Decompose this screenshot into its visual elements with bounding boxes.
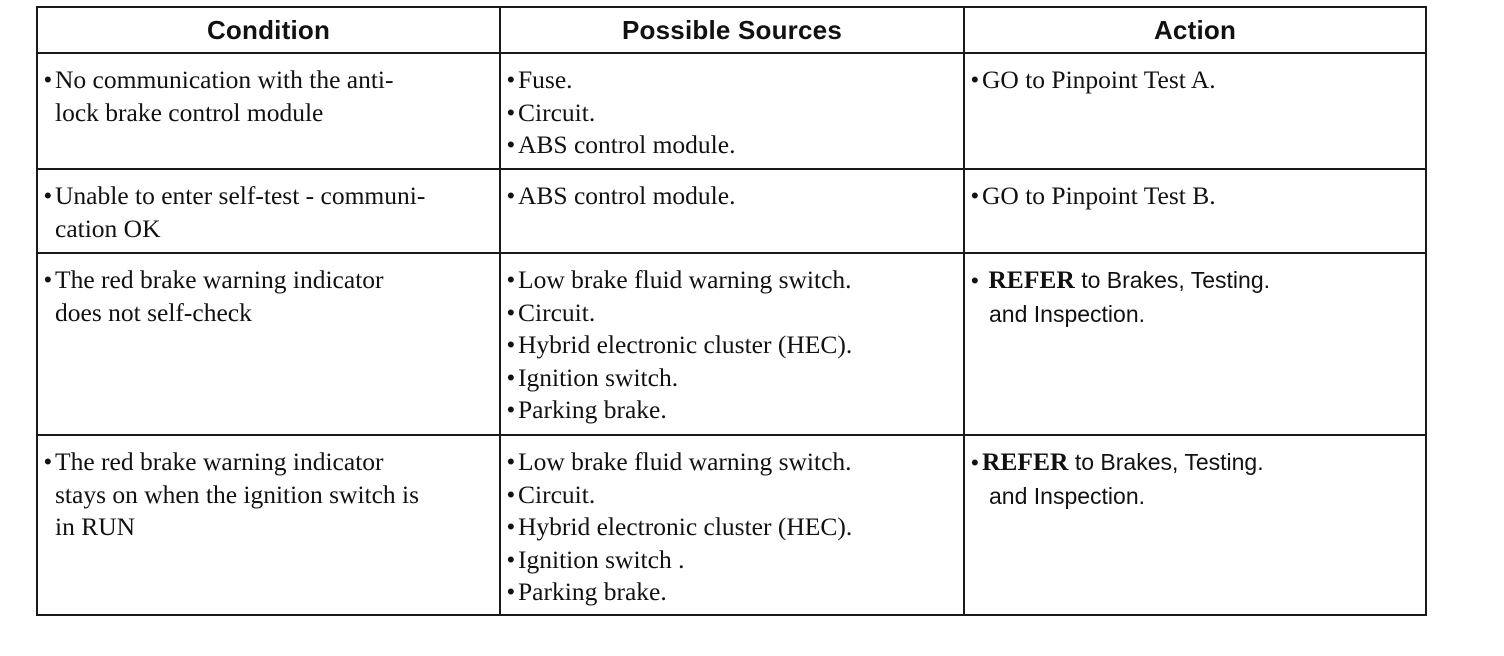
condition-item — [44, 64, 493, 129]
bullet-icon: • — [507, 183, 515, 208]
action-keyword: REFER — [988, 265, 1075, 294]
action-text: GO to Pinpoint Test B. — [982, 181, 1216, 210]
action-item — [971, 64, 1419, 97]
bullet-icon: • — [44, 449, 52, 474]
sources-cell — [500, 253, 964, 435]
action-cell — [964, 253, 1426, 435]
action-item — [971, 180, 1419, 213]
condition-item — [44, 180, 493, 245]
source-text: Ignition switch . — [518, 544, 685, 574]
condition-cell — [37, 53, 500, 169]
bullet-icon: • — [507, 364, 515, 390]
bullet-icon: • — [507, 267, 515, 292]
action-text: and Inspection. — [989, 300, 1146, 327]
source-text: Hybrid electronic cluster (HEC). — [518, 512, 853, 541]
bullet-icon: • — [44, 267, 52, 292]
bullet-icon: • — [507, 132, 515, 157]
table-row — [37, 169, 1426, 253]
source-item — [507, 394, 957, 427]
bullet-icon: • — [971, 268, 979, 293]
bullet-icon: • — [507, 514, 515, 539]
bullet-icon: • — [507, 67, 515, 92]
action-text: to Brakes, Testing. — [1074, 449, 1264, 475]
source-text: Circuit. — [518, 297, 596, 327]
condition-line: lock brake control module — [55, 97, 324, 127]
condition-item — [44, 264, 493, 329]
action-item — [971, 264, 1419, 330]
action-line — [971, 446, 1419, 480]
condition-line: The red brake warning indicator — [55, 447, 384, 476]
action-item — [971, 446, 1419, 512]
bullet-icon: • — [507, 481, 515, 507]
source-item — [507, 362, 957, 395]
bullet-icon: • — [507, 332, 515, 357]
source-item — [507, 544, 957, 577]
column-header-possible-sources: Possible Sources — [500, 7, 964, 53]
source-item — [507, 297, 957, 330]
source-item — [507, 511, 957, 544]
condition-line: stays on when the ignition switch is — [55, 479, 420, 509]
source-item — [507, 180, 957, 213]
action-keyword: REFER — [982, 447, 1069, 476]
column-header-action: Action — [964, 7, 1426, 53]
source-text: ABS control module. — [518, 181, 736, 210]
condition-cell — [37, 435, 500, 615]
action-cell — [964, 53, 1426, 169]
bullet-icon: • — [44, 183, 52, 208]
source-text: Fuse. — [518, 65, 573, 94]
symptom-chart-table — [36, 6, 1427, 616]
bullet-icon: • — [507, 579, 515, 604]
condition-line: does not self-check — [55, 297, 252, 327]
bullet-icon: • — [44, 67, 52, 92]
action-text: GO to Pinpoint Test A. — [982, 65, 1216, 94]
table-row — [37, 53, 1426, 169]
action-text: to Brakes, Testing. — [1081, 267, 1271, 293]
bullet-icon: • — [507, 397, 515, 422]
bullet-icon: • — [971, 450, 979, 475]
action-cell — [964, 169, 1426, 253]
bullet-icon: • — [971, 183, 979, 208]
source-item — [507, 576, 957, 609]
bullet-icon: • — [971, 67, 979, 92]
source-item — [507, 264, 957, 297]
source-text: Circuit. — [518, 97, 596, 127]
source-text: Hybrid electronic cluster (HEC). — [518, 330, 853, 359]
diagnostic-table-sheet — [36, 6, 1425, 616]
table-row — [37, 435, 1426, 615]
condition-line: in RUN — [55, 512, 136, 541]
source-text: Parking brake. — [518, 395, 667, 424]
condition-line: No communication with the anti- — [55, 65, 394, 94]
sources-cell — [500, 435, 964, 615]
condition-cell — [37, 253, 500, 435]
condition-cell — [37, 169, 500, 253]
bullet-icon: • — [507, 449, 515, 474]
bullet-icon: • — [507, 546, 515, 572]
bullet-icon: • — [507, 299, 515, 325]
source-item — [507, 97, 957, 130]
table-header-row — [37, 7, 1426, 53]
sources-cell — [500, 169, 964, 253]
source-item — [507, 446, 957, 479]
condition-line: The red brake warning indicator — [55, 265, 384, 294]
source-text: Parking brake. — [518, 577, 667, 606]
condition-line: Unable to enter self-test - communi- — [55, 181, 426, 210]
sources-cell — [500, 53, 964, 169]
table-row — [37, 253, 1426, 435]
condition-line: cation OK — [55, 213, 161, 243]
source-text: Circuit. — [518, 479, 596, 509]
condition-item — [44, 446, 493, 544]
source-text: Low brake fluid warning switch. — [518, 265, 852, 294]
bullet-icon: • — [507, 99, 515, 125]
action-cell — [964, 435, 1426, 615]
source-text: Low brake fluid warning switch. — [518, 447, 852, 476]
action-text: and Inspection. — [989, 482, 1146, 509]
action-line — [971, 264, 1419, 298]
source-text: Ignition switch. — [518, 362, 679, 392]
source-item — [507, 329, 957, 362]
source-text: ABS control module. — [518, 130, 736, 159]
column-header-condition: Condition — [37, 7, 500, 53]
source-item — [507, 479, 957, 512]
source-item — [507, 64, 957, 97]
source-item — [507, 129, 957, 162]
